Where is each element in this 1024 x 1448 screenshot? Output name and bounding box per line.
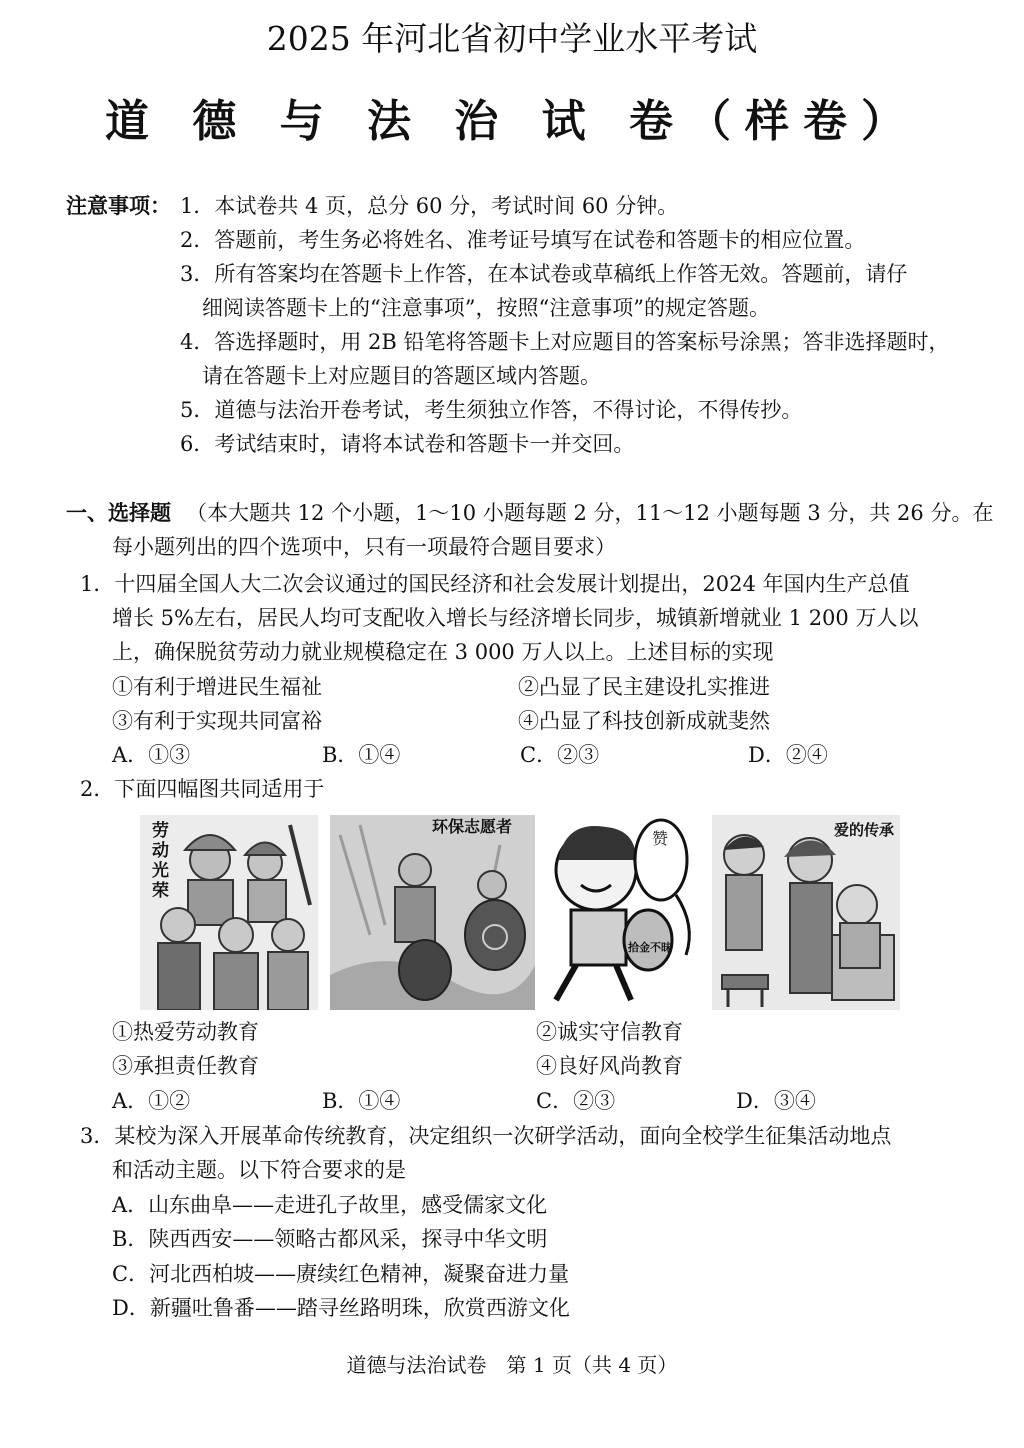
exam-subtitle: 道 德 与 法 治 试 卷（样卷）	[105, 96, 919, 147]
question-2-item: ③承担责任教育	[112, 1054, 259, 1078]
picture-labor	[140, 815, 318, 1010]
question-2-option[interactable]: A．①②	[112, 1089, 191, 1113]
question-1-item: ④凸显了科技创新成就斐然	[518, 709, 770, 733]
question-2-item: ①热爱劳动教育	[112, 1020, 259, 1044]
notice-line: 2．答题前，考生务必将姓名、准考证号填写在试卷和答题卡的相应位置。	[180, 228, 866, 252]
question-2-option[interactable]: C．②③	[536, 1089, 616, 1113]
question-2-option[interactable]: D．③④	[736, 1089, 816, 1113]
question-1-item: ③有利于实现共同富裕	[112, 709, 322, 733]
question-1-item: ①有利于增进民生福祉	[112, 675, 322, 699]
picture-honesty	[536, 815, 706, 1010]
question-2-stem: 2．下面四幅图共同适用于	[80, 777, 325, 801]
question-1-stem: 增长 5%左右，居民人均可支配收入增长与经济增长同步，城镇新增就业 1 200 万人以	[112, 606, 919, 630]
question-3-option[interactable]: D．新疆吐鲁番——踏寻丝路明珠，欣赏西游文化	[112, 1296, 570, 1320]
question-1-stem: 上，确保脱贫劳动力就业规模稳定在 3 000 万人以上。上述目标的实现	[112, 640, 774, 664]
notice-line: 1．本试卷共 4 页，总分 60 分，考试时间 60 分钟。	[180, 194, 679, 218]
family-illustration	[712, 815, 900, 1010]
notice-label: 注意事项：	[66, 193, 171, 218]
question-2-item: ④良好风尚教育	[536, 1054, 683, 1078]
question-3-option[interactable]: C．河北西柏坡——赓续红色精神，凝聚奋进力量	[112, 1262, 570, 1286]
notice-line: 6．考试结束时，请将本试卷和答题卡一并交回。	[180, 432, 635, 456]
picture-label: 爱的传承	[834, 821, 895, 839]
question-1-option[interactable]: D．②④	[748, 743, 828, 767]
question-3-option[interactable]: B．陕西西安——领略古都风采，探寻中华文明	[112, 1227, 548, 1251]
question-3-stem: 3．某校为深入开展革命传统教育，决定组织一次研学活动，面向全校学生征集活动地点	[80, 1124, 892, 1148]
question-1-option[interactable]: A．①③	[112, 743, 191, 767]
question-1-option[interactable]: B．①④	[322, 743, 401, 767]
section-desc: 每小题列出的四个选项中，只有一项最符合题目要求）	[112, 535, 616, 559]
picture-label: 拾金不昧	[628, 941, 672, 954]
question-3-stem: 和活动主题。以下符合要求的是	[112, 1158, 406, 1182]
question-1-item: ②凸显了民主建设扎实推进	[518, 675, 770, 699]
section-heading: 一、选择题	[66, 500, 171, 525]
section-desc: （本大题共 12 个小题，1～10 小题每题 2 分，11～12 小题每题 3 分，共 26 分。在	[186, 501, 994, 525]
honest-boy-illustration	[536, 815, 706, 1010]
question-2-option[interactable]: B．①④	[322, 1089, 401, 1113]
picture-label: 赞	[652, 829, 669, 848]
notice-line: 5．道德与法治开卷考试，考生须独立作答，不得讨论，不得传抄。	[180, 398, 803, 422]
exam-title: 2025 年河北省初中学业水平考试	[266, 19, 758, 58]
question-1-stem: 1．十四届全国人大二次会议通过的国民经济和社会发展计划提出，2024 年国内生产总值	[80, 572, 910, 596]
picture-label: 劳动光荣	[152, 821, 169, 901]
question-3-option[interactable]: A．山东曲阜——走进孔子故里，感受儒家文化	[112, 1193, 548, 1217]
picture-love	[712, 815, 900, 1010]
notice-line: 4．答选择题时，用 2B 铅笔将答题卡上对应题目的答案标号涂黑；答非选择题时，	[180, 330, 950, 354]
question-2-item: ②诚实守信教育	[536, 1020, 683, 1044]
volunteers-illustration	[330, 815, 535, 1010]
notice-line: 3．所有答案均在答题卡上作答，在本试卷或草稿纸上作答无效。答题前，请仔	[180, 262, 908, 286]
page-footer: 道德与法治试卷 第 1 页（共 4 页）	[346, 1353, 678, 1377]
notice-line: 细阅读答题卡上的“注意事项”，按照“注意事项”的规定答题。	[202, 296, 770, 320]
notice-line: 请在答题卡上对应题目的答题区域内答题。	[202, 364, 601, 388]
question-1-option[interactable]: C．②③	[520, 743, 600, 767]
picture-volunteers	[330, 815, 535, 1010]
picture-label: 环保志愿者	[432, 817, 513, 836]
